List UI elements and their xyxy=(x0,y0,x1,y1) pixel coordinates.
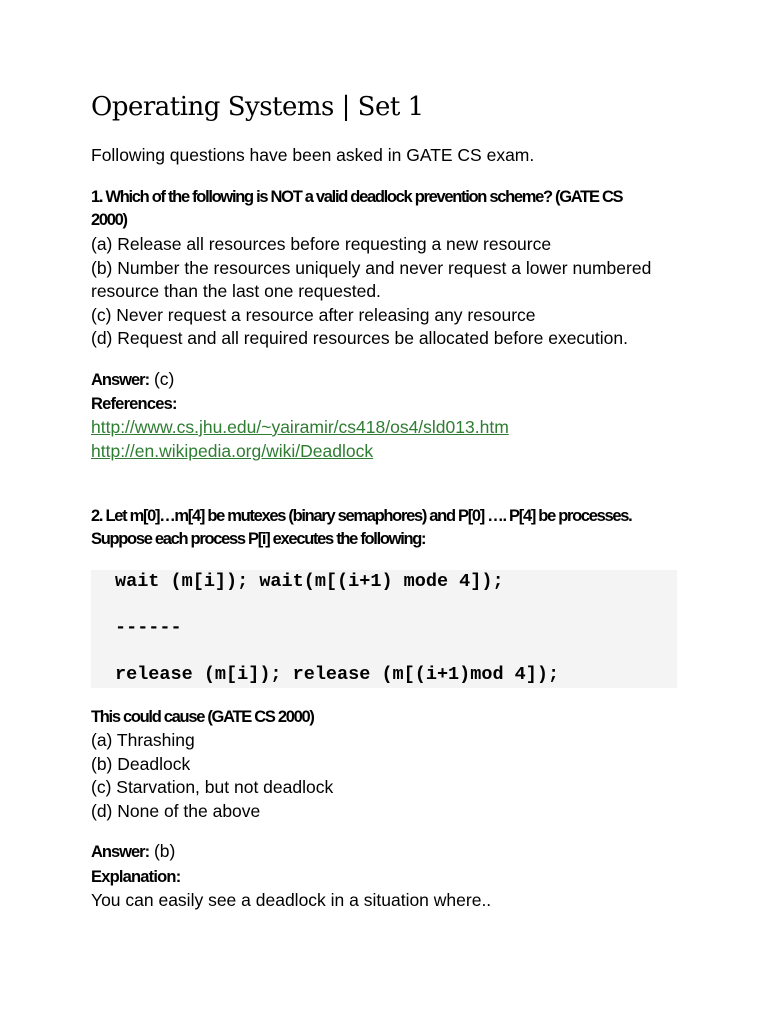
explanation-label: Explanation: xyxy=(91,868,181,886)
question-1-option-c: (c) Never request a resource after releasing any resource xyxy=(91,304,536,325)
question-1-option-a: (a) Release all resources before requesting a new resource xyxy=(91,234,552,254)
question-2-heading xyxy=(91,505,691,551)
question-2-option-a: (a) Thrashing xyxy=(91,730,195,750)
question-1-options xyxy=(91,233,686,351)
question-2-heading-line-1: 2. Let m[0]…m[4] be mutexes (binary semaphores) and P[0] …. P[4] be processes. xyxy=(91,507,632,525)
answer-label: Answer: xyxy=(91,843,150,861)
question-2-cause-line: This could cause (GATE CS 2000) xyxy=(91,708,314,726)
question-1-option-b: (b) Number the resources uniquely and never request a lower numbered xyxy=(91,257,652,278)
intro-text: Following questions have been asked in GATE CS exam. xyxy=(91,145,535,165)
code-line-separator: ------ xyxy=(115,617,182,638)
question-2-options-block xyxy=(91,706,686,823)
code-line-release: release (m[i]); release (m[(i+1)mod 4]); xyxy=(115,664,560,685)
answer-value: (c) xyxy=(149,369,175,389)
code-block xyxy=(91,570,677,688)
question-2-heading-line-2: Suppose each process P[i] executes the following: xyxy=(91,530,426,548)
answer-label: Answer: xyxy=(91,371,150,389)
references xyxy=(91,393,509,463)
question-2-option-c: (c) Starvation, but not deadlock xyxy=(91,777,334,797)
page-title: Operating Systems | Set 1 xyxy=(91,92,424,122)
explanation-text: You can easily see a deadlock in a situation where.. xyxy=(91,890,492,910)
code-line-wait: wait (m[i]); wait(m[(i+1) mode 4]); xyxy=(115,571,504,592)
question-1-option-d: (d) Request and all required resources be allocated before execution. xyxy=(91,328,628,348)
question-1-answer xyxy=(91,368,174,393)
question-1-heading-line-1: 1. Which of the following is NOT a valid deadlock prevention scheme? (GATE CS xyxy=(91,188,623,206)
question-1 xyxy=(91,186,686,351)
question-2-option-d: (d) None of the above xyxy=(91,800,261,821)
explanation xyxy=(91,866,491,913)
question-1-option-b-cont: resource than the last one requested. xyxy=(91,281,381,301)
reference-link-wikipedia[interactable]: http://en.wikipedia.org/wiki/Deadlock xyxy=(91,440,374,461)
reference-link-jhu[interactable]: http://www.cs.jhu.edu/~yairamir/cs418/os4/sld013.htm xyxy=(91,417,509,437)
answer-value: (b) xyxy=(149,841,176,861)
question-1-heading-line-2: 2000) xyxy=(91,211,127,229)
references-label: References: xyxy=(91,395,177,413)
question-2-option-b: (b) Deadlock xyxy=(91,753,191,774)
question-2-answer xyxy=(91,840,175,865)
